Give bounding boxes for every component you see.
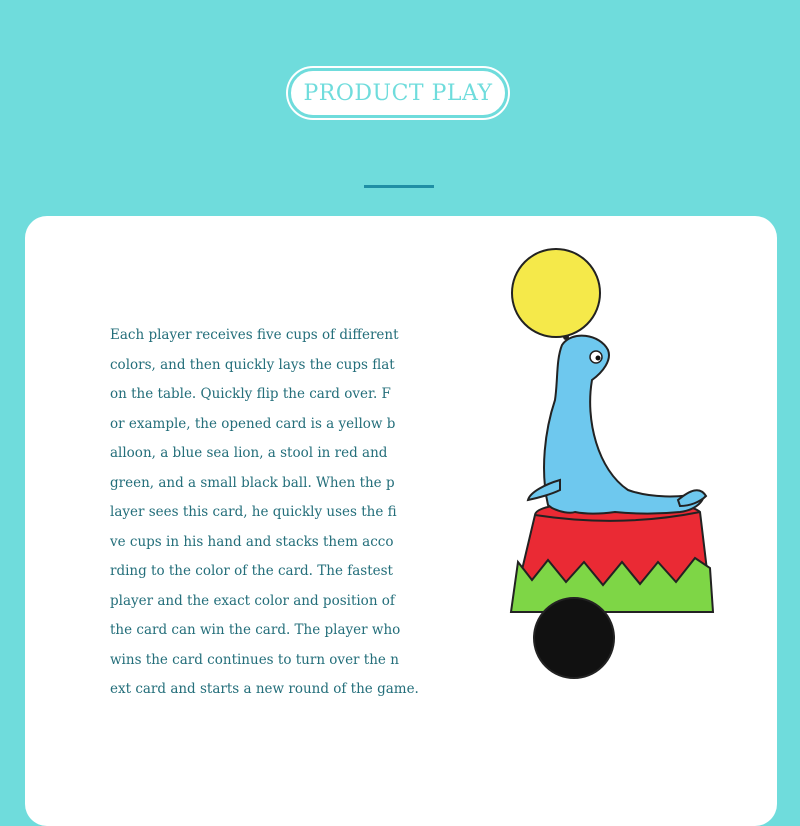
description-line: the card can win the card. The player who bbox=[110, 622, 401, 638]
page-title: PRODUCT PLAY bbox=[303, 80, 493, 106]
description-line: alloon, a blue sea lion, a stool in red and bbox=[110, 445, 388, 461]
description-line: green, and a small black ball. When the p bbox=[110, 474, 395, 491]
description-line: colors, and then quickly lays the cups flat bbox=[110, 356, 395, 373]
description-line: Each player receives five cups of different bbox=[110, 327, 399, 343]
sea-lion-pupil bbox=[596, 356, 601, 361]
sea-lion-tail bbox=[678, 490, 706, 506]
description-line: on the table. Quickly flip the card over. F bbox=[110, 386, 391, 402]
product-play-description bbox=[110, 321, 470, 705]
description-line: ve cups in his hand and stacks them acco bbox=[110, 533, 394, 550]
black-ball bbox=[534, 598, 614, 678]
description-line: player and the exact color and position of bbox=[110, 592, 395, 609]
title-badge bbox=[288, 68, 508, 118]
yellow-balloon bbox=[512, 249, 600, 337]
description-line: wins the card continues to turn over the n bbox=[110, 651, 399, 668]
description-line: ext card and starts a new round of the game. bbox=[110, 681, 419, 697]
description-line: rding to the color of the card. The fastest bbox=[110, 563, 393, 579]
title-divider bbox=[364, 185, 434, 188]
sea-lion-illustration bbox=[500, 240, 720, 690]
description-line: layer sees this card, he quickly uses the fi bbox=[110, 504, 397, 520]
sea-lion bbox=[544, 336, 703, 514]
description-line: or example, the opened card is a yellow b bbox=[110, 415, 396, 432]
